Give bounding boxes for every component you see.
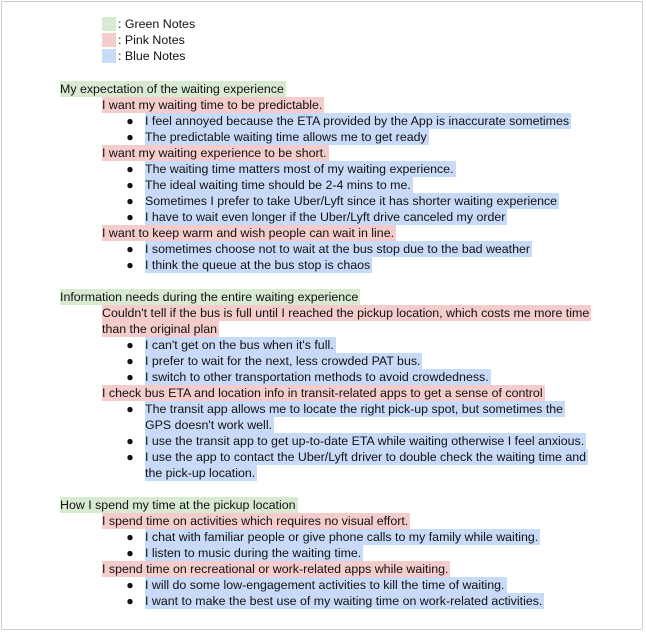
- bullet-item: [0, 449, 646, 481]
- pink-statement: [0, 145, 646, 161]
- blue-note: I use the app to contact the Uber/Lyft driver to double check the waiting time and the pick-up location.: [145, 450, 587, 480]
- bullet-item: [0, 241, 646, 257]
- bullet-icon: ●: [126, 546, 134, 560]
- pink-statement: [0, 225, 646, 241]
- bullet-icon: ●: [126, 578, 134, 592]
- section-heading: [0, 81, 646, 97]
- legend-label: : Green Notes: [118, 17, 196, 31]
- blue-note: The predictable waiting time allows me to get ready: [145, 130, 427, 144]
- section-heading: [0, 289, 646, 305]
- note-section: [0, 497, 646, 609]
- pink-note: I spend time on activities which requires no visual effort.: [102, 514, 409, 528]
- bullet-icon: ●: [126, 162, 134, 176]
- blue-note: The ideal waiting time should be 2-4 mins to me.: [145, 178, 411, 192]
- pink-note: I spend time on recreational or work-related apps while waiting.: [102, 562, 449, 576]
- bullet-item: [0, 161, 646, 177]
- bullet-icon: ●: [126, 114, 134, 128]
- bullet-icon: ●: [126, 210, 134, 224]
- blue-note: I switch to other transportation methods to avoid crowdedness.: [145, 370, 489, 384]
- pink-statement: [0, 305, 646, 337]
- legend-label: : Blue Notes: [118, 49, 186, 63]
- bullet-item: [0, 401, 646, 433]
- blue-note: I use the transit app to get up-to-date ETA while waiting otherwise I feel anxious.: [145, 434, 585, 448]
- bullet-icon: ●: [126, 178, 134, 192]
- blue-note: I can't get on the bus when it's full.: [145, 338, 334, 352]
- legend-swatch-green: [102, 17, 116, 31]
- bullet-icon: ●: [126, 258, 134, 272]
- pink-note: I want my waiting time to be predictable.: [102, 98, 323, 112]
- blue-note: Sometimes I prefer to take Uber/Lyft since it has shorter waiting experience: [145, 194, 558, 208]
- legend-item: [102, 48, 195, 64]
- blue-note: I want to make the best use of my waiting time on work-related activities.: [145, 594, 543, 608]
- legend-label: : Pink Notes: [118, 33, 185, 47]
- pink-note: I want my waiting experience to be short.: [102, 146, 327, 160]
- bullet-item: [0, 257, 646, 273]
- bullet-icon: ●: [126, 338, 134, 352]
- pink-note: I want to keep warm and wish people can wait in line.: [102, 226, 395, 240]
- pink-note: I check bus ETA and location info in transit-related apps to get a sense of control: [102, 386, 543, 400]
- note-section: [0, 289, 646, 481]
- blue-note: I chat with familiar people or give phone calls to my family while waiting.: [145, 530, 539, 544]
- bullet-icon: ●: [126, 402, 134, 416]
- bullet-icon: ●: [126, 594, 134, 608]
- blue-note: I sometimes choose not to wait at the bus stop due to the bad weather: [145, 242, 531, 256]
- notes-document: [0, 81, 646, 625]
- bullet-icon: ●: [126, 450, 134, 464]
- bullet-item: [0, 353, 646, 369]
- legend-swatch-pink: [102, 33, 116, 47]
- section-heading: [0, 497, 646, 513]
- bullet-item: [0, 593, 646, 609]
- blue-note: I will do some low-engagement activities to kill the time of waiting.: [145, 578, 505, 592]
- bullet-icon: ●: [126, 242, 134, 256]
- blue-note: I prefer to wait for the next, less crowded PAT bus.: [145, 354, 421, 368]
- bullet-item: [0, 369, 646, 385]
- bullet-item: [0, 209, 646, 225]
- bullet-icon: ●: [126, 354, 134, 368]
- bullet-item: [0, 545, 646, 561]
- legend-item: [102, 16, 195, 32]
- legend-swatch-blue: [102, 49, 116, 63]
- blue-note: I have to wait even longer if the Uber/Lyft drive canceled my order: [145, 210, 506, 224]
- blue-note: I listen to music during the waiting time.: [145, 546, 362, 560]
- blue-note: The transit app allows me to locate the right pick-up spot, but sometimes the GPS doesn't work well.: [145, 402, 564, 432]
- blue-note: I think the queue at the bus stop is chaos: [145, 258, 371, 272]
- bullet-item: [0, 337, 646, 353]
- bullet-item: [0, 529, 646, 545]
- note-section: [0, 81, 646, 273]
- blue-note: The waiting time matters most of my waiting experience.: [145, 162, 454, 176]
- bullet-item: [0, 177, 646, 193]
- bullet-item: [0, 433, 646, 449]
- legend-item: [102, 32, 195, 48]
- pink-statement: [0, 513, 646, 529]
- pink-note: Couldn't tell if the bus is full until I reached the pickup location, which costs me more time than the original plan: [102, 306, 590, 336]
- color-legend: [102, 16, 195, 64]
- green-note: My expectation of the waiting experience: [60, 82, 284, 96]
- pink-statement: [0, 97, 646, 113]
- green-note: Information needs during the entire waiting experience: [60, 290, 359, 304]
- bullet-icon: ●: [126, 370, 134, 384]
- bullet-icon: ●: [126, 194, 134, 208]
- bullet-item: [0, 193, 646, 209]
- bullet-item: [0, 129, 646, 145]
- pink-statement: [0, 561, 646, 577]
- bullet-item: [0, 113, 646, 129]
- green-note: How I spend my time at the pickup location: [60, 498, 296, 512]
- pink-statement: [0, 385, 646, 401]
- bullet-icon: ●: [126, 434, 134, 448]
- bullet-icon: ●: [126, 130, 134, 144]
- blue-note: I feel annoyed because the ETA provided by the App is inaccurate sometimes: [145, 114, 570, 128]
- bullet-item: [0, 577, 646, 593]
- bullet-icon: ●: [126, 530, 134, 544]
